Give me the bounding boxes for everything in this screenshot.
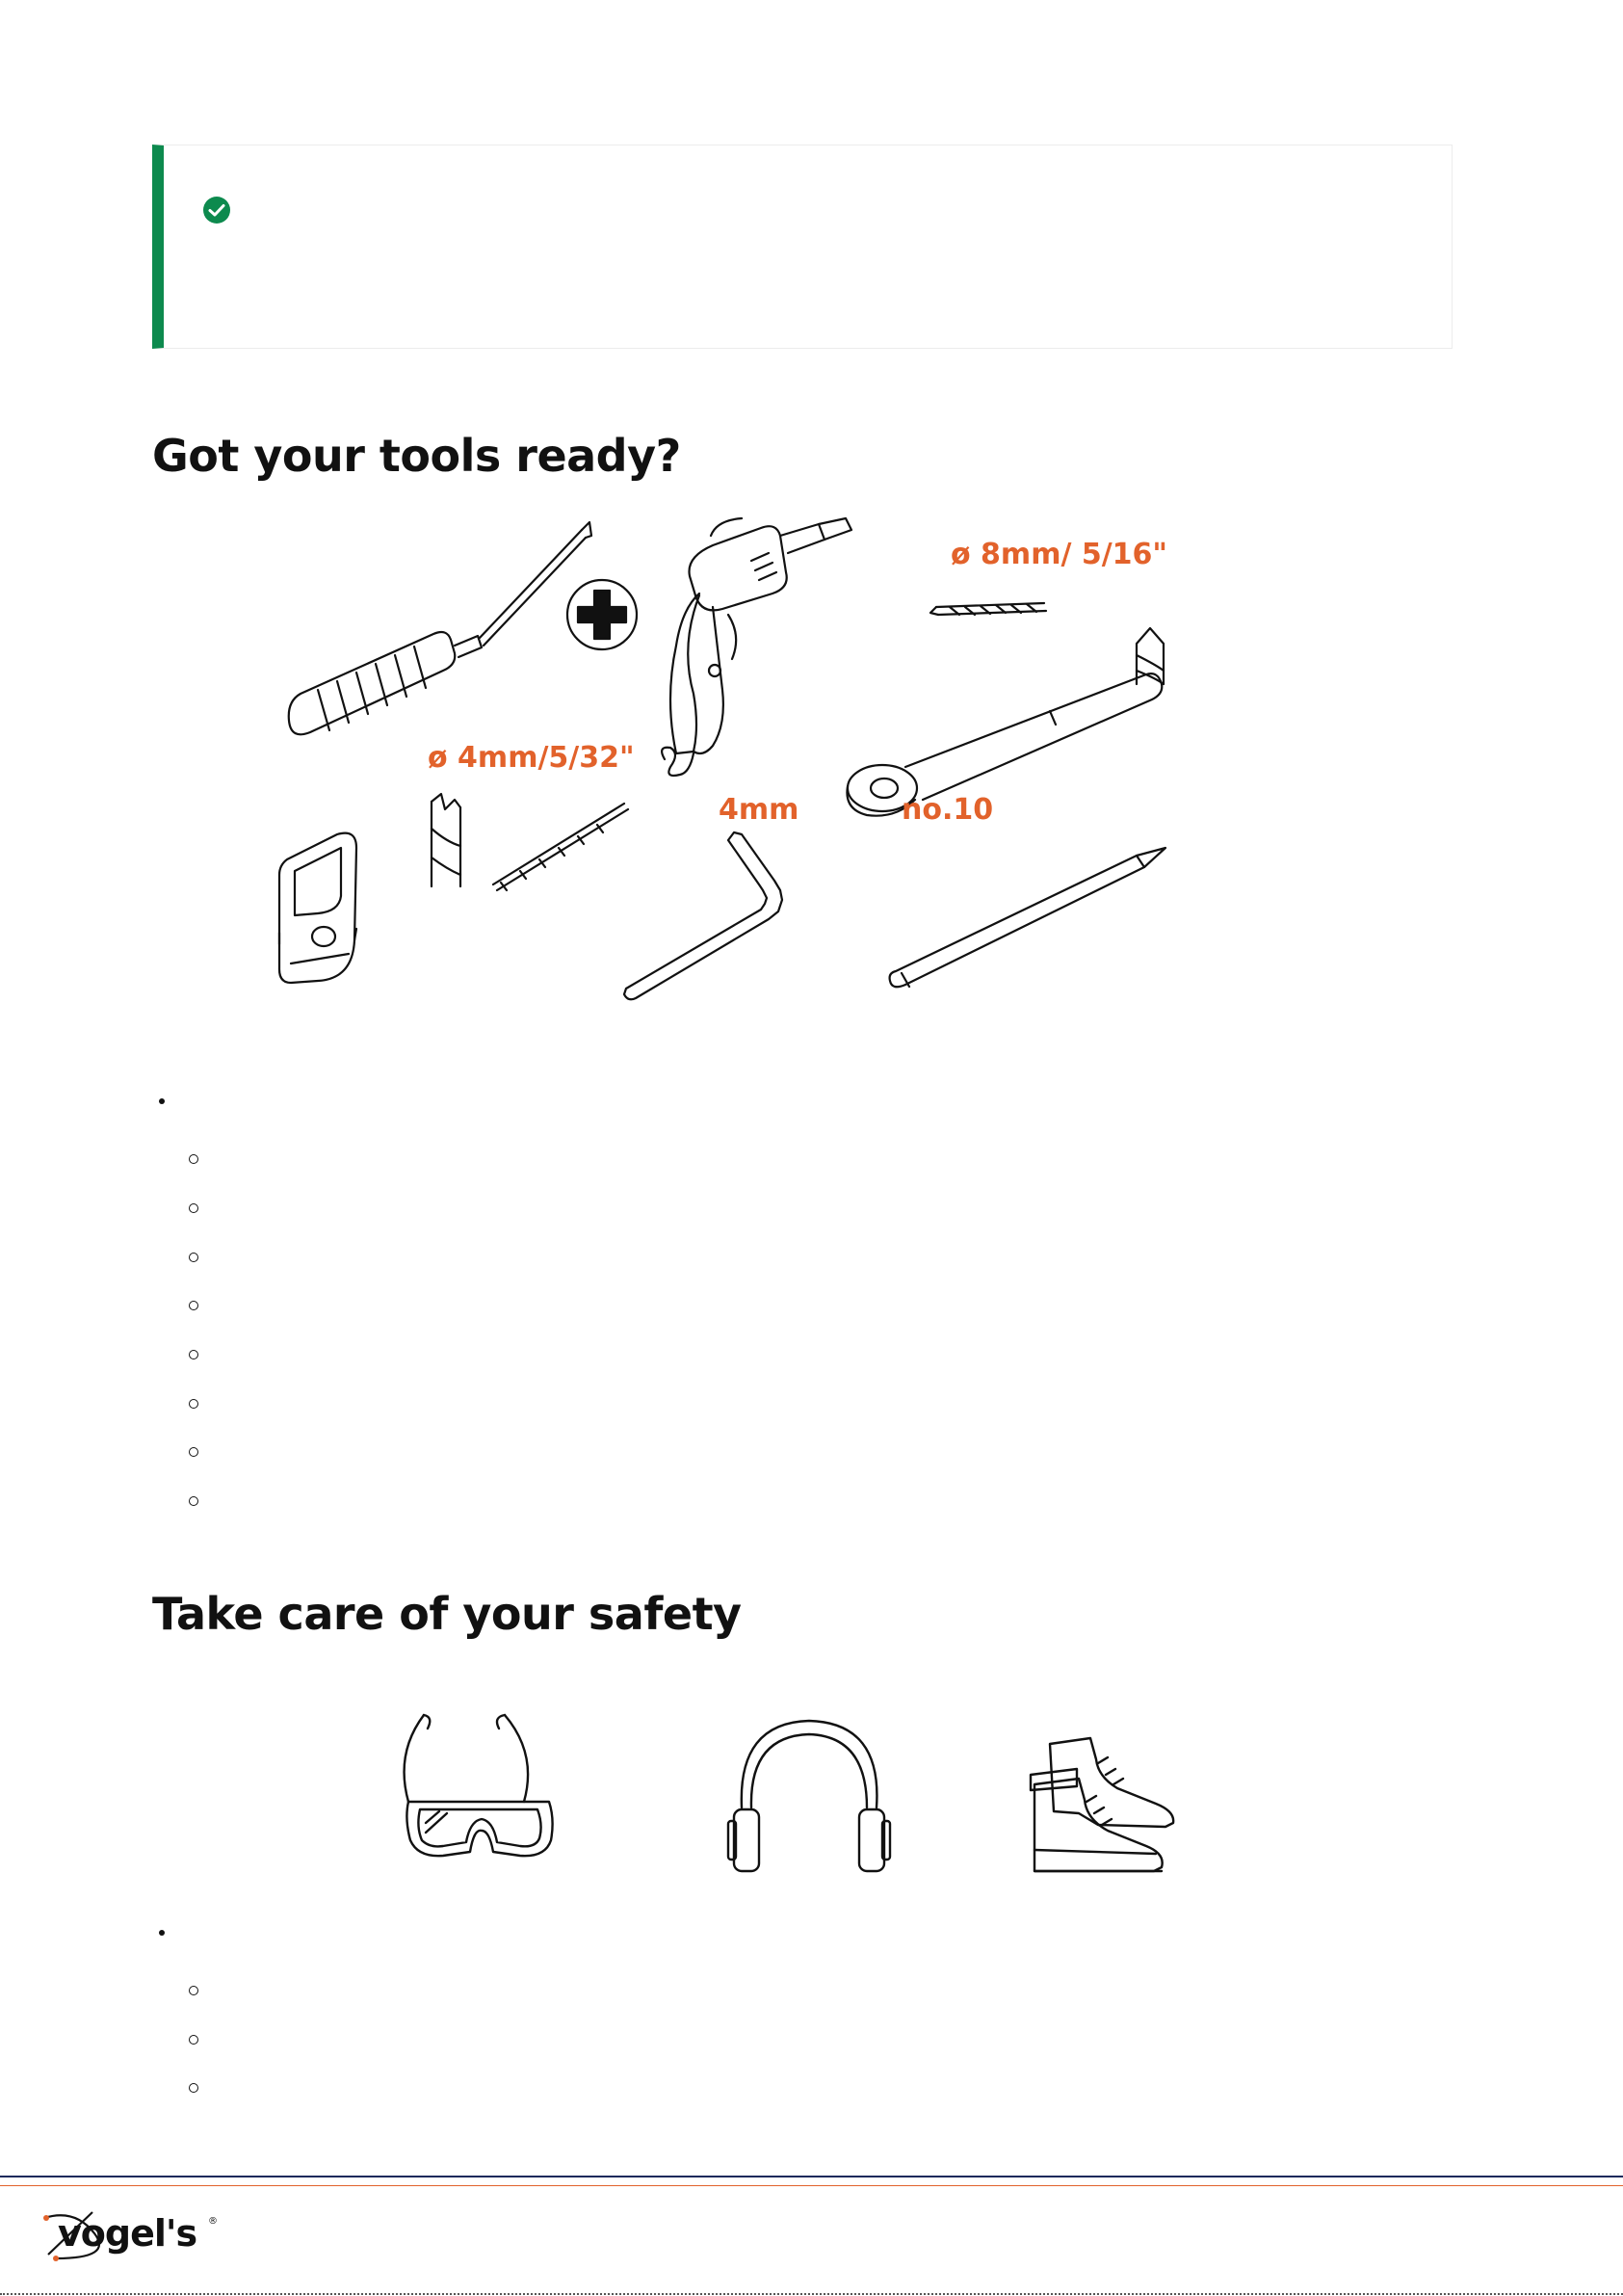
screwdriver-icon [289, 522, 591, 734]
socket-size-label: no.10 [902, 793, 994, 827]
drill-bit-icon-large [930, 603, 1164, 684]
power-drill-icon [662, 518, 851, 776]
list-sub-item [189, 1203, 198, 1213]
drill-bit-icon-small [432, 794, 628, 890]
list-sub-item [189, 2083, 198, 2093]
list-sub-item [189, 1301, 198, 1310]
list-sub-item [189, 1399, 198, 1409]
page-bottom-rule [0, 2293, 1623, 2295]
vogels-logo-text: vogel's [58, 2212, 197, 2255]
safety-goggles-icon [405, 1715, 553, 1856]
tools-illustration [241, 501, 1204, 1041]
tools-heading: Got your tools ready? [152, 430, 681, 482]
footer-rule-navy [0, 2176, 1623, 2177]
stud-finder-icon [279, 833, 356, 983]
drill-bit-small-label: ø 4mm/5/32" [428, 741, 635, 775]
list-sub-item [189, 1350, 198, 1359]
hex-key-label: 4mm [719, 793, 799, 827]
ear-protection-icon [728, 1721, 890, 1871]
list-bullet [159, 1930, 165, 1936]
pencil-icon [890, 848, 1165, 987]
check-circle-icon [202, 196, 231, 224]
list-sub-item [189, 1154, 198, 1164]
list-bullet [159, 1098, 165, 1104]
list-sub-item [189, 1496, 198, 1506]
safety-boots-icon [1031, 1738, 1173, 1871]
logo-registered-mark: ® [208, 2216, 218, 2227]
safety-heading: Take care of your safety [152, 1588, 742, 1640]
footer-rule-orange [0, 2185, 1623, 2186]
list-sub-item [189, 2035, 198, 2045]
hex-key-icon [624, 832, 782, 999]
list-sub-item [189, 1253, 198, 1262]
drill-bit-large-label: ø 8mm/ 5/16" [951, 538, 1168, 571]
list-sub-item [189, 1986, 198, 1995]
phillips-plus-icon [567, 580, 637, 649]
socket-wrench-icon [847, 673, 1162, 816]
safety-illustration [366, 1705, 1233, 1898]
list-sub-item [189, 1447, 198, 1457]
success-callout [152, 145, 1453, 349]
